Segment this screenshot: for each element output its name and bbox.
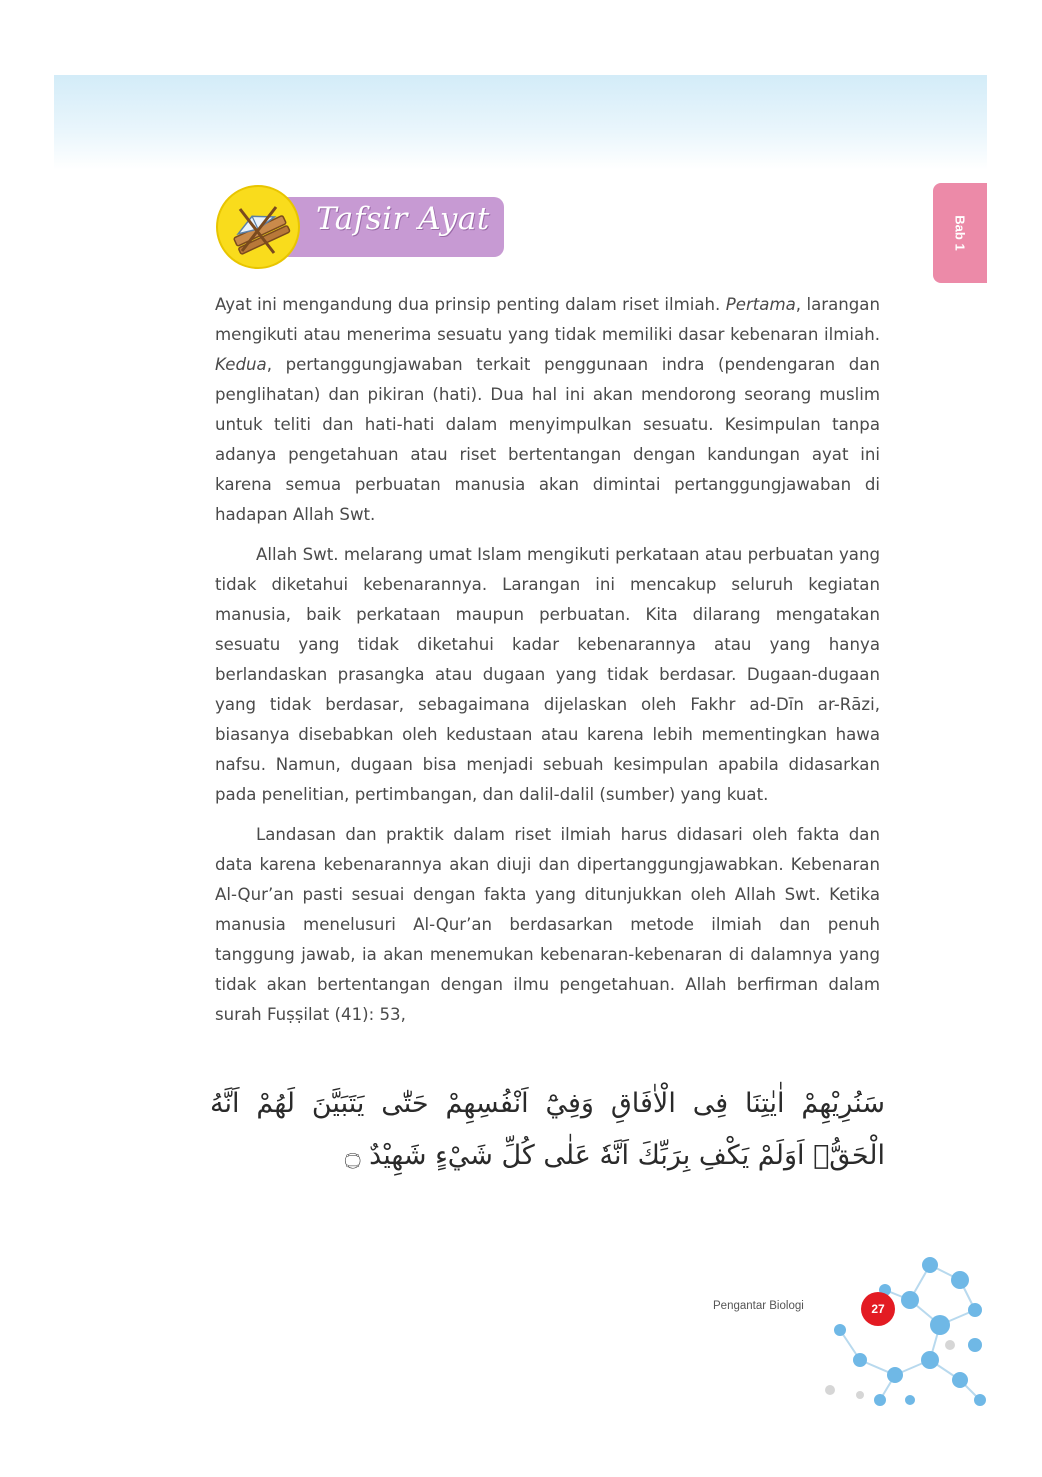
paragraph-1-emphasis-second: Kedua [215, 355, 267, 374]
paragraph-1-text: Ayat ini mengandung dua prinsip penting dalam riset ilmiah. [215, 295, 726, 314]
page-number: 27 [861, 1292, 895, 1326]
book-title: Pengantar Biologi [713, 1300, 804, 1312]
paragraph-2: Allah Swt. melarang umat Islam mengikuti perkataan atau perbuatan yang tidak diketahui kebenarannya. Larangan ini mencakup seluruh kegiatan manusia, baik perkataan maupun perbuatan. Kita dilarang mengatakan sesuatu yang tidak diketahui kadar kebenarannya atau yang hanya berlandaskan prasangka atau dugaan yang tidak berdasar. Dugaan-dugaan yang tidak berdasar, sebagaimana dijelaskan oleh Fakhr ad-Dīn ar-Rāzi, biasanya disebabkan oleh kedustaan atau karena lebih mementingkan hawa nafsu. Namun, dugaan bisa menjadi sebuah kesimpulan apabila didasarkan pada penelitian, pertimbangan, dan dalil-dalil (sumber) yang kuat. [215, 545, 880, 804]
section-title: Tafsir Ayat [316, 201, 490, 237]
header-band [54, 75, 987, 170]
arabic-verse: سَنُرِيْهِمْ اٰيٰتِنَا فِى الْاٰفَاقِ وَفِيْٓ اَنْفُسِهِمْ حَتّٰى يَتَبَيَّنَ لَهُمْ اَنَّهُ الْحَقُّۗ اَوَلَمْ يَكْفِ بِرَبِّكَ اَنَّهٗ عَلٰى كُلِّ شَيْءٍ شَهِيْدٌ ۝ [210, 1088, 885, 1171]
paragraph-1 [215, 290, 880, 530]
paragraph-1-text: , pertanggungjawaban terkait penggunaan indra (pendengaran dan penglihatan) dan pikiran (hati). Dua hal ini akan mendorong seorang muslim untuk teliti dan hati-hati dalam menyimpulkan sesuatu. Kesimpulan tanpa adanya pengetahuan atau riset bertentangan dengan kandungan ayat ini karena semua perbuatan manusia akan dimintai pertanggungjawaban di hadapan Allah Swt. [215, 355, 880, 524]
paragraph-1-emphasis-first: Pertama [725, 295, 796, 314]
reading-stand-icon [216, 185, 300, 269]
body-text [215, 290, 880, 1040]
paragraph-3: Landasan dan praktik dalam riset ilmiah harus didasari oleh fakta dan data karena kebenarannya akan diuji dan dipertanggungjawabkan. Kebenaran Al-Qur’an pasti sesuai dengan fakta yang ditunjukkan oleh Allah Swt. Ketika manusia menelusuri Al-Qur’an berdasarkan metode ilmiah dan penuh tanggung jawab, ia akan menemukan kebenaran-kebenaran di dalamnya yang tidak akan bertentangan dengan ilmu pengetahuan. Allah berfirman dalam surah Fuṣṣilat (41): 53, [215, 825, 880, 1024]
molecule-decoration [800, 1250, 990, 1410]
chapter-tab-label: Bab 1 [952, 215, 968, 251]
section-banner [216, 185, 506, 270]
chapter-tab [933, 183, 987, 283]
paragraph-1-text: , larangan mengikuti atau menerima sesuatu yang tidak memiliki dasar kebenaran ilmiah. [215, 295, 880, 344]
